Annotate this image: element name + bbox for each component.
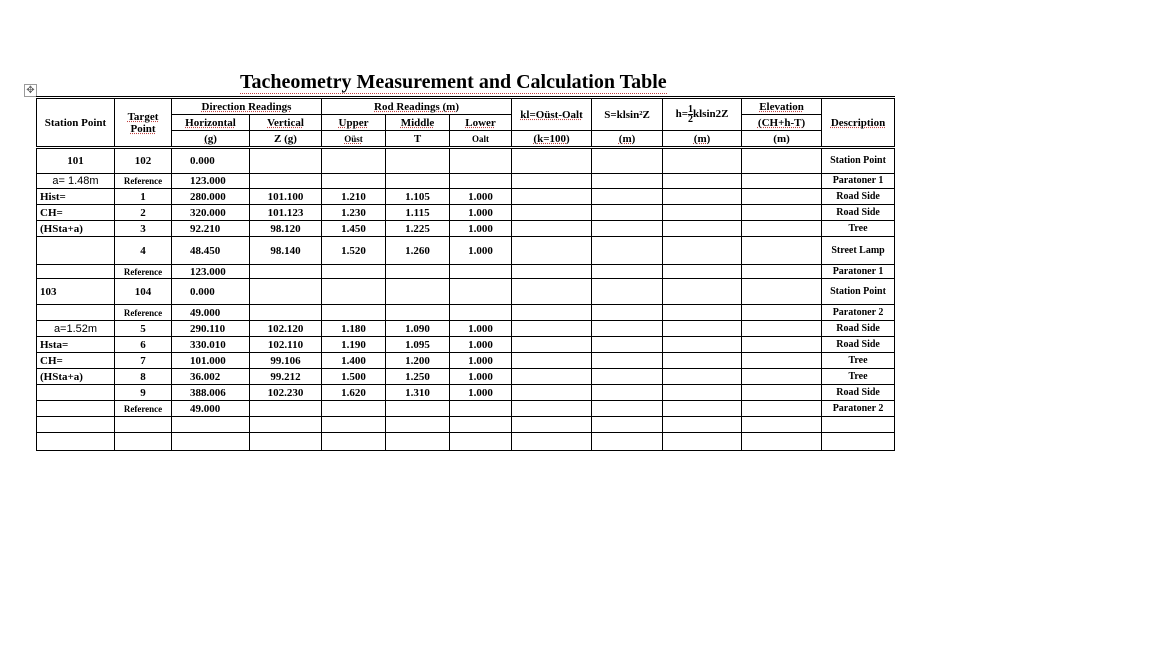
elevation-cell: [742, 174, 822, 189]
middle-cell: [386, 265, 450, 279]
table-row: [37, 148, 895, 174]
middle-cell: 1.105: [386, 189, 450, 205]
header-s-unit: [592, 131, 663, 148]
description-cell: Station Point: [822, 148, 895, 174]
lower-cell: 1.000: [450, 237, 512, 265]
h-cell: [663, 401, 742, 417]
middle-cell: 1.090: [386, 321, 450, 337]
s-cell: [592, 221, 663, 237]
kl-cell: [512, 369, 592, 385]
target-cell: [115, 417, 172, 433]
table-row: [37, 337, 895, 353]
header-rod-readings: [322, 98, 512, 115]
s-cell: [592, 417, 663, 433]
elevation-cell: [742, 401, 822, 417]
elevation-cell: [742, 279, 822, 305]
kl-cell: [512, 189, 592, 205]
kl-cell: [512, 305, 592, 321]
table-row: [37, 305, 895, 321]
vertical-cell: [250, 174, 322, 189]
table-row: [37, 237, 895, 265]
vertical-cell: [250, 417, 322, 433]
table-body: [37, 148, 895, 451]
middle-cell: 1.310: [386, 385, 450, 401]
h-cell: [663, 279, 742, 305]
h-den: 2: [687, 114, 693, 125]
target-cell: 2: [115, 205, 172, 221]
station-cell: Hist=: [37, 189, 115, 205]
upper-cell: 1.500: [322, 369, 386, 385]
elevation-cell: [742, 353, 822, 369]
horizontal-cell: 280.000: [172, 189, 250, 205]
lower-cell: [450, 174, 512, 189]
target-cell: 102: [115, 148, 172, 174]
station-cell: 103: [37, 279, 115, 305]
description-cell: Paratoner 2: [822, 305, 895, 321]
target-cell: [115, 433, 172, 451]
s-cell: [592, 337, 663, 353]
h-cell: [663, 148, 742, 174]
header-upper: [322, 115, 386, 131]
horizontal-cell: 48.450: [172, 237, 250, 265]
station-cell: [37, 237, 115, 265]
horizontal-cell: 36.002: [172, 369, 250, 385]
s-cell: [592, 401, 663, 417]
horizontal-cell: 388.006: [172, 385, 250, 401]
horizontal-cell: 123.000: [172, 265, 250, 279]
elevation-cell: [742, 433, 822, 451]
header-horizontal-unit: [172, 131, 250, 148]
header-elevation-formula-label: (CH+h-T): [757, 116, 806, 129]
lower-cell: 1.000: [450, 369, 512, 385]
target-cell: Reference: [115, 305, 172, 321]
vertical-cell: 98.120: [250, 221, 322, 237]
description-cell: Tree: [822, 369, 895, 385]
middle-cell: 1.260: [386, 237, 450, 265]
header-station-point: Station Point: [37, 98, 115, 148]
upper-cell: [322, 433, 386, 451]
station-cell: (HSta+a): [37, 369, 115, 385]
kl-cell: [512, 237, 592, 265]
kl-cell: [512, 321, 592, 337]
lower-cell: 1.000: [450, 385, 512, 401]
kl-cell: [512, 205, 592, 221]
h-num: 1: [687, 104, 693, 115]
elevation-cell: [742, 305, 822, 321]
header-h-unit-label: (m): [693, 132, 711, 145]
table-header: [37, 98, 895, 148]
description-cell: Road Side: [822, 385, 895, 401]
lower-cell: 1.000: [450, 353, 512, 369]
horizontal-cell: 330.010: [172, 337, 250, 353]
header-elevation-label: Elevation: [759, 100, 804, 113]
header-elevation: [742, 98, 822, 115]
header-upper-sym: [322, 131, 386, 148]
lower-cell: [450, 417, 512, 433]
vertical-cell: [250, 401, 322, 417]
s-cell: [592, 237, 663, 265]
h-cell: [663, 237, 742, 265]
move-handle-icon[interactable]: ✥: [24, 84, 37, 97]
header-direction-readings-label: Direction Readings: [201, 100, 292, 113]
elevation-cell: [742, 237, 822, 265]
target-cell: 7: [115, 353, 172, 369]
middle-cell: [386, 148, 450, 174]
s-cell: [592, 353, 663, 369]
h-cell: [663, 265, 742, 279]
table-row: [37, 353, 895, 369]
vertical-cell: [250, 433, 322, 451]
target-cell: 4: [115, 237, 172, 265]
lower-cell: [450, 279, 512, 305]
middle-cell: [386, 174, 450, 189]
horizontal-cell: 92.210: [172, 221, 250, 237]
upper-cell: [322, 305, 386, 321]
description-cell: Tree: [822, 353, 895, 369]
kl-cell: [512, 174, 592, 189]
upper-cell: 1.520: [322, 237, 386, 265]
h-cell: [663, 369, 742, 385]
target-cell: 5: [115, 321, 172, 337]
kl-cell: [512, 385, 592, 401]
upper-cell: 1.190: [322, 337, 386, 353]
tacheometry-table: [36, 96, 895, 451]
vertical-cell: 98.140: [250, 237, 322, 265]
horizontal-cell: 290.110: [172, 321, 250, 337]
table-row: [37, 321, 895, 337]
vertical-cell: [250, 305, 322, 321]
upper-cell: 1.400: [322, 353, 386, 369]
header-middle: [386, 115, 450, 131]
elevation-cell: [742, 189, 822, 205]
upper-cell: 1.450: [322, 221, 386, 237]
header-s-formula: S=klsin²Z: [592, 98, 663, 131]
elevation-cell: [742, 221, 822, 237]
vertical-cell: [250, 279, 322, 305]
target-cell: 104: [115, 279, 172, 305]
kl-cell: [512, 401, 592, 417]
s-cell: [592, 148, 663, 174]
station-cell: [37, 401, 115, 417]
station-cell: a=1.52m: [37, 321, 115, 337]
station-cell: [37, 385, 115, 401]
description-cell: Road Side: [822, 189, 895, 205]
h-suffix: klsin2Z: [692, 108, 729, 121]
description-cell: Tree: [822, 221, 895, 237]
target-cell: 1: [115, 189, 172, 205]
h-cell: [663, 305, 742, 321]
header-elevation-unit: (m): [742, 131, 822, 148]
station-cell: CH=: [37, 205, 115, 221]
header-k-value: [512, 131, 592, 148]
header-middle-label: Middle: [400, 116, 435, 129]
header-direction-readings: [172, 98, 322, 115]
middle-cell: [386, 401, 450, 417]
middle-cell: [386, 305, 450, 321]
header-h-formula: [663, 98, 742, 131]
upper-cell: 1.180: [322, 321, 386, 337]
vertical-cell: 102.110: [250, 337, 322, 353]
lower-cell: [450, 265, 512, 279]
h-cell: [663, 174, 742, 189]
vertical-cell: 101.100: [250, 189, 322, 205]
kl-cell: [512, 433, 592, 451]
h-cell: [663, 337, 742, 353]
header-s-unit-label: (m): [618, 132, 636, 145]
header-lower-sym: Oalt: [450, 131, 512, 148]
lower-cell: 1.000: [450, 189, 512, 205]
upper-cell: [322, 401, 386, 417]
table-row: [37, 279, 895, 305]
elevation-cell: [742, 385, 822, 401]
h-cell: [663, 433, 742, 451]
station-cell: [37, 305, 115, 321]
header-target-point-label: Target Point: [127, 110, 159, 135]
table-row: [37, 369, 895, 385]
header-middle-sym: T: [386, 131, 450, 148]
page-title: Tacheometry Measurement and Calculation Table: [240, 71, 667, 93]
h-prefix: h=: [675, 108, 688, 121]
header-upper-sym-label: Oüst: [344, 133, 363, 144]
upper-cell: [322, 279, 386, 305]
middle-cell: 1.200: [386, 353, 450, 369]
s-cell: [592, 174, 663, 189]
target-cell: 6: [115, 337, 172, 353]
station-cell: [37, 433, 115, 451]
horizontal-cell: 49.000: [172, 401, 250, 417]
kl-cell: [512, 353, 592, 369]
header-horizontal-unit-label: (g): [204, 132, 217, 145]
header-kl: [512, 98, 592, 131]
vertical-cell: 102.120: [250, 321, 322, 337]
h-cell: [663, 205, 742, 221]
s-cell: [592, 433, 663, 451]
description-cell: Road Side: [822, 337, 895, 353]
horizontal-cell: [172, 433, 250, 451]
horizontal-cell: [172, 417, 250, 433]
header-target-point: [115, 98, 172, 148]
header-description: [822, 98, 895, 148]
target-cell: 3: [115, 221, 172, 237]
h-cell: [663, 189, 742, 205]
header-upper-label: Upper: [338, 116, 369, 129]
kl-cell: [512, 221, 592, 237]
station-cell: [37, 265, 115, 279]
header-horizontal-label: Horizontal: [185, 116, 236, 129]
middle-cell: [386, 279, 450, 305]
header-kl-label: kl=Oüst-Oalt: [520, 108, 583, 121]
upper-cell: 1.210: [322, 189, 386, 205]
description-cell: Road Side: [822, 321, 895, 337]
vertical-cell: 102.230: [250, 385, 322, 401]
vertical-cell: 99.106: [250, 353, 322, 369]
upper-cell: 1.230: [322, 205, 386, 221]
kl-cell: [512, 417, 592, 433]
upper-cell: [322, 174, 386, 189]
s-cell: [592, 205, 663, 221]
lower-cell: 1.000: [450, 221, 512, 237]
lower-cell: [450, 433, 512, 451]
header-lower: [450, 115, 512, 131]
header-description-label: Description: [830, 116, 886, 129]
s-cell: [592, 189, 663, 205]
target-cell: 9: [115, 385, 172, 401]
middle-cell: [386, 417, 450, 433]
vertical-cell: 101.123: [250, 205, 322, 221]
description-cell: Paratoner 1: [822, 174, 895, 189]
s-cell: [592, 385, 663, 401]
lower-cell: 1.000: [450, 321, 512, 337]
lower-cell: [450, 305, 512, 321]
station-cell: Hsta=: [37, 337, 115, 353]
kl-cell: [512, 337, 592, 353]
s-cell: [592, 305, 663, 321]
lower-cell: [450, 148, 512, 174]
description-cell: [822, 433, 895, 451]
station-cell: a= 1.48m: [37, 174, 115, 189]
vertical-cell: 99.212: [250, 369, 322, 385]
elevation-cell: [742, 205, 822, 221]
header-vertical-label: Vertical: [267, 116, 304, 129]
table-row: [37, 265, 895, 279]
vertical-cell: [250, 265, 322, 279]
target-cell: 8: [115, 369, 172, 385]
table-row: [37, 221, 895, 237]
middle-cell: [386, 433, 450, 451]
header-vertical-unit: Z (g): [250, 131, 322, 148]
station-cell: CH=: [37, 353, 115, 369]
middle-cell: 1.250: [386, 369, 450, 385]
horizontal-cell: 123.000: [172, 174, 250, 189]
elevation-cell: [742, 417, 822, 433]
lower-cell: 1.000: [450, 205, 512, 221]
h-cell: [663, 221, 742, 237]
elevation-cell: [742, 337, 822, 353]
table-row: [37, 205, 895, 221]
header-k-value-label: (k=100): [533, 132, 570, 145]
elevation-cell: [742, 265, 822, 279]
elevation-cell: [742, 321, 822, 337]
header-elevation-formula: [742, 115, 822, 131]
target-cell: Reference: [115, 174, 172, 189]
vertical-cell: [250, 148, 322, 174]
middle-cell: 1.115: [386, 205, 450, 221]
horizontal-cell: 0.000: [172, 148, 250, 174]
h-cell: [663, 353, 742, 369]
upper-cell: [322, 148, 386, 174]
table-row: [37, 385, 895, 401]
header-rod-readings-label: Rod Readings (m): [374, 100, 459, 113]
header-vertical: [250, 115, 322, 131]
kl-cell: [512, 148, 592, 174]
middle-cell: 1.225: [386, 221, 450, 237]
header-lower-label: Lower: [465, 116, 496, 129]
table-row: [37, 174, 895, 189]
horizontal-cell: 320.000: [172, 205, 250, 221]
upper-cell: [322, 417, 386, 433]
elevation-cell: [742, 369, 822, 385]
horizontal-cell: 49.000: [172, 305, 250, 321]
horizontal-cell: 101.000: [172, 353, 250, 369]
table-row: [37, 417, 895, 433]
table-row: [37, 401, 895, 417]
h-cell: [663, 385, 742, 401]
table-row: [37, 189, 895, 205]
header-horizontal: [172, 115, 250, 131]
s-cell: [592, 321, 663, 337]
description-cell: Paratoner 2: [822, 401, 895, 417]
lower-cell: [450, 401, 512, 417]
header-h-unit: [663, 131, 742, 148]
description-cell: [822, 417, 895, 433]
target-cell: Reference: [115, 401, 172, 417]
elevation-cell: [742, 148, 822, 174]
upper-cell: [322, 265, 386, 279]
middle-cell: 1.095: [386, 337, 450, 353]
target-cell: Reference: [115, 265, 172, 279]
h-cell: [663, 417, 742, 433]
s-cell: [592, 279, 663, 305]
description-cell: Station Point: [822, 279, 895, 305]
upper-cell: 1.620: [322, 385, 386, 401]
station-cell: [37, 417, 115, 433]
description-cell: Paratoner 1: [822, 265, 895, 279]
horizontal-cell: 0.000: [172, 279, 250, 305]
table-row: [37, 433, 895, 451]
lower-cell: 1.000: [450, 337, 512, 353]
s-cell: [592, 265, 663, 279]
kl-cell: [512, 265, 592, 279]
station-cell: 101: [37, 148, 115, 174]
s-cell: [592, 369, 663, 385]
kl-cell: [512, 279, 592, 305]
description-cell: Street Lamp: [822, 237, 895, 265]
station-cell: (HSta+a): [37, 221, 115, 237]
description-cell: Road Side: [822, 205, 895, 221]
h-cell: [663, 321, 742, 337]
